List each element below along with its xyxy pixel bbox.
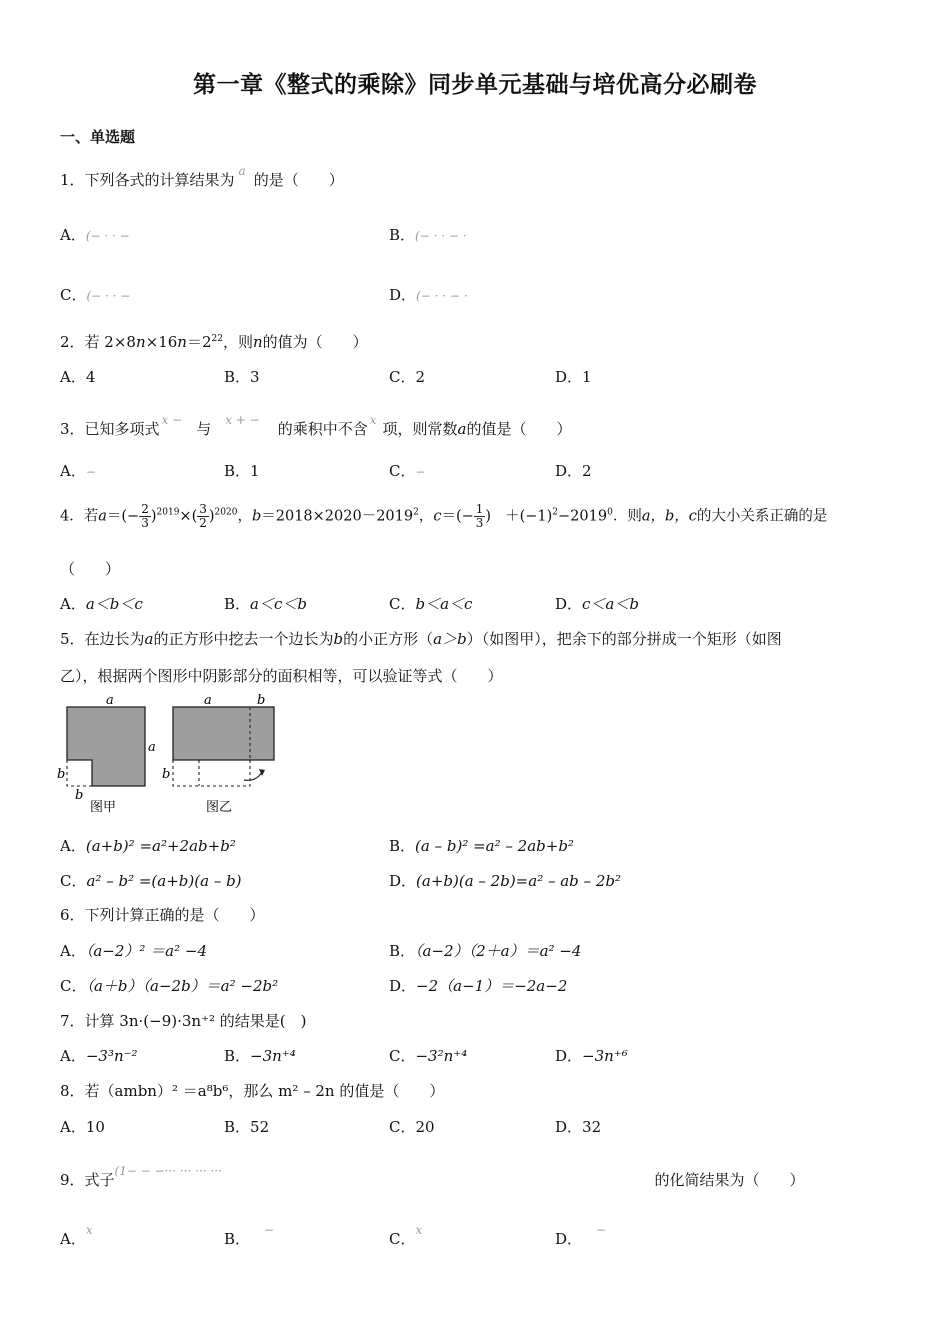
q1-text-end: 的是（ ） xyxy=(253,171,344,189)
q9-option-b[interactable]: B． − xyxy=(224,1223,275,1248)
question-5-line2: 乙），根据两个图形中阴影部分的面积相等，可以验证等式（ ） xyxy=(60,667,503,685)
q4-option-c[interactable]: C．b＜a＜c xyxy=(389,595,473,613)
q3-option-c[interactable]: C．− xyxy=(389,462,426,480)
q5-option-a[interactable]: A．(a+b)² =a²+2ab+b² xyxy=(60,837,236,855)
q3-option-d[interactable]: D．2 xyxy=(555,462,592,480)
q1-option-a[interactable]: A．(− · · − xyxy=(60,226,130,244)
figure-2-shaded-rectangle xyxy=(173,707,274,760)
q7-option-a[interactable]: A．−3³n⁻² xyxy=(60,1047,138,1065)
figure-2-label-b-top: b xyxy=(257,694,266,708)
q8-option-d[interactable]: D．32 xyxy=(555,1118,602,1136)
q9-option-a[interactable]: A．$^x$ xyxy=(60,1223,93,1248)
q4-option-b[interactable]: B．a＜c＜b xyxy=(224,595,307,613)
q7-option-c[interactable]: C．−3²n⁺⁴ xyxy=(389,1047,468,1065)
q6-option-d[interactable]: D．−2（a−1）＝−2a−2 xyxy=(389,977,568,995)
q6-option-a[interactable]: A．（a−2）² ＝a² −4 xyxy=(60,942,208,960)
q9-faint-expression: (1− − −··· ··· ··· ··· xyxy=(114,1164,222,1178)
q5-option-c[interactable]: C．a² – b² =(a+b)(a – b) xyxy=(60,872,242,890)
q6-option-c[interactable]: C．（a＋b）（a−2b）＝a² −2b² xyxy=(60,977,279,995)
q2-option-c[interactable]: C．2 xyxy=(389,368,426,386)
q1-faint: a xyxy=(238,164,246,178)
figure-2-rotate-arrow xyxy=(244,772,262,780)
fraction-2-3: $\frac{2}{3}$ xyxy=(141,502,149,530)
question-4-stem: 4．若a＝(− $\frac{2}{3}$ )$^{2019}$×( $\frac{3}{2}$ )$^{2020}$，$b=2018\times 2020-2019^2$，c＝(− $\frac{1}{3}$ ) $+(-1)^2-2019^0$．则a，b，c的大小关系正确的是 xyxy=(60,502,828,530)
q2-option-d[interactable]: D．1 xyxy=(555,368,592,386)
question-7-stem: 7．计算 3n·(−9)·3n⁺² 的结果是( ) xyxy=(60,1012,307,1030)
question-1-stem xyxy=(60,164,344,190)
figure-1-shaded-region xyxy=(67,707,145,786)
q7-option-d[interactable]: D．−3n⁺⁶ xyxy=(555,1047,628,1065)
question-3-stem: 3．已知多项式 $^{x -}$ 与 $^{x + -}$ 的乘积中不含 $^x$ 项，则常数a的值是（ ） xyxy=(60,413,572,438)
page-title: 第一章《整式的乘除》同步单元基础与培优高分必刷卷 xyxy=(193,72,757,98)
figure-1-label-a-side: a xyxy=(148,740,156,755)
q3-option-a[interactable]: A．− xyxy=(60,462,96,480)
figure-2-caption: 图乙 xyxy=(206,800,233,815)
q8-option-b[interactable]: B．52 xyxy=(224,1118,270,1136)
figure-1-removed-square xyxy=(67,760,92,786)
q9-option-c[interactable]: C．$^x$ xyxy=(389,1223,423,1248)
q8-option-a[interactable]: A．10 xyxy=(60,1118,105,1136)
question-8-stem: 8．若（ambn）² ＝a⁸b⁶，那么 m² – 2n 的值是（ ） xyxy=(60,1082,445,1100)
q7-option-b[interactable]: B．−3n⁺⁴ xyxy=(224,1047,296,1065)
figure-2-label-a: a xyxy=(204,694,212,708)
q1-text: 1．下列各式的计算结果为 xyxy=(60,171,235,189)
figure-2-label-b-side: b xyxy=(162,767,171,782)
fraction-3-2: $\frac{3}{2}$ xyxy=(199,502,207,530)
q9-option-d[interactable]: D． − xyxy=(555,1223,607,1248)
q5-figure xyxy=(56,694,296,818)
question-9-stem: 9．式子(1− − −··· ··· ··· ··· 的化简结果为（ ） xyxy=(60,1164,805,1189)
question-5-stem: 5．在边长为a的正方形中挖去一个边长为b的小正方形（a＞b）（如图甲），把余下的部分拼成一个矩形（如图 xyxy=(60,630,782,648)
q1-option-c[interactable]: C．(− · · − xyxy=(60,286,131,304)
q4-option-a[interactable]: A．a＜b＜c xyxy=(60,595,143,613)
figure-1-label-b-side: b xyxy=(57,767,66,782)
figure-2-dashed-piece xyxy=(173,760,250,786)
q2-option-b[interactable]: B．3 xyxy=(224,368,260,386)
section-heading: 一、单选题 xyxy=(60,128,136,146)
q1-option-b[interactable]: B．(− · · − · xyxy=(389,226,467,244)
figure-1-label-a-top: a xyxy=(106,694,114,708)
q6-option-b[interactable]: B．（a−2）（2＋a）＝a² −4 xyxy=(389,942,582,960)
fraction-1-3: $\frac{1}{3}$ xyxy=(475,502,484,530)
q5-option-d[interactable]: D．(a+b)(a – 2b)=a² – ab – 2b² xyxy=(389,872,621,890)
q2-option-a[interactable]: A．4 xyxy=(60,368,96,386)
question-2-stem: 2．若 $2\times 8n\times 16n=2^{22}$，则n的值为（ ） xyxy=(60,333,368,351)
q1-option-d[interactable]: D．(− · · − · xyxy=(389,286,468,304)
question-6-stem: 6．下列计算正确的是（ ） xyxy=(60,906,265,924)
figure-1-label-b-bottom: b xyxy=(75,788,84,803)
q8-option-c[interactable]: C．20 xyxy=(389,1118,435,1136)
question-4-line2: （ ） xyxy=(60,560,121,578)
q5-option-b[interactable]: B．(a – b)² =a² – 2ab+b² xyxy=(389,837,574,855)
q4-option-d[interactable]: D．c＜a＜b xyxy=(555,595,639,613)
figure-1-caption: 图甲 xyxy=(90,800,117,815)
q3-option-b[interactable]: B．1 xyxy=(224,462,260,480)
